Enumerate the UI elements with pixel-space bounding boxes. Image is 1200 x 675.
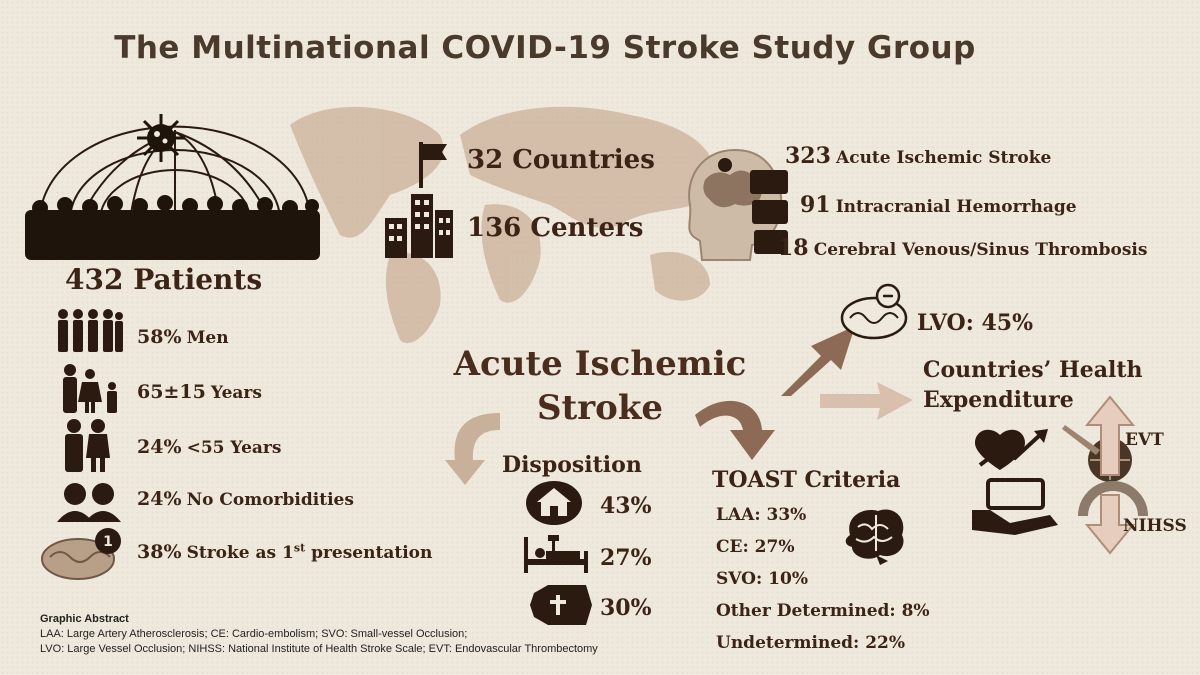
flag-icon [413, 140, 453, 190]
centers-stat: 136 Centers [467, 213, 644, 243]
home-icon [525, 480, 583, 526]
toast-other: Other Determined: 8% [716, 601, 930, 621]
toast-ce: CE: 27% [716, 537, 795, 557]
expenditure-heading: Countries’ Health Expenditure [923, 357, 1143, 413]
head-brain-scan-icon [680, 145, 790, 265]
virus-icon [135, 112, 187, 164]
hospital-bed-icon [522, 533, 590, 575]
footer-abbreviations: Graphic Abstract LAA: Large Artery Atherosclerosis; CE: Cardio-embolism; SVO: Small-vessel Occlusion; LVO: Large Vessel Occlusion; NIHSS: National Institute of Health Stroke Scale; EVT: Endovascular Thrombectomy [40, 613, 598, 655]
patients-headline: 432 Patients [65, 263, 263, 296]
patients-row-age: 65±15 Years [137, 381, 262, 403]
stroke-type-ais: 323 Acute Ischemic Stroke [785, 143, 1052, 169]
toast-undetermined: Undetermined: 22% [716, 633, 906, 653]
countries-stat: 32 Countries [467, 145, 655, 175]
lvo-stat: LVO: 45% [917, 310, 1034, 336]
patients-row-first: 38% Stroke as 1st presentation [137, 541, 433, 563]
arrow-to-expenditure-icon [815, 378, 915, 428]
stroke-type-cvst: 18 Cerebral Venous/Sinus Thrombosis [778, 235, 1148, 261]
patients-row-under55: 24% <55 Years [137, 436, 282, 458]
nihss-label: NIHSS [1123, 516, 1187, 536]
disposition-home-value: 43% [600, 493, 652, 519]
brain-clot-icon [838, 282, 910, 340]
ais-heading: Acute Ischemic Stroke [453, 344, 747, 428]
couple-icon [60, 418, 120, 473]
disposition-death-value: 30% [600, 595, 652, 621]
brain-icon [840, 505, 910, 567]
disposition-hospital-value: 27% [600, 545, 652, 571]
health-money-icon [970, 425, 1070, 535]
family-icon [58, 364, 128, 414]
toast-svo: SVO: 10% [716, 569, 808, 589]
toast-laa: LAA: 33% [716, 505, 807, 525]
patients-row-men: 58% Men [137, 326, 229, 348]
svg-text:1: 1 [103, 534, 113, 550]
patients-row-comorbid: 24% No Comorbidities [137, 488, 354, 510]
gauge-icon [1078, 484, 1148, 518]
toast-heading: TOAST Criteria [712, 467, 901, 493]
page-title: The Multinational COVID-19 Stroke Study Group [114, 30, 976, 66]
stroke-type-ich: 91 Intracranial Hemorrhage [800, 192, 1077, 218]
buildings-icon [383, 190, 455, 260]
people-busts-icon [55, 482, 125, 522]
men-group-icon [55, 308, 125, 353]
arrow-to-disposition-icon [440, 405, 510, 490]
disposition-heading: Disposition [502, 452, 642, 478]
arrow-to-toast-icon [690, 395, 780, 465]
evt-label: EVT [1125, 430, 1164, 450]
brain-medal-icon [40, 527, 130, 582]
